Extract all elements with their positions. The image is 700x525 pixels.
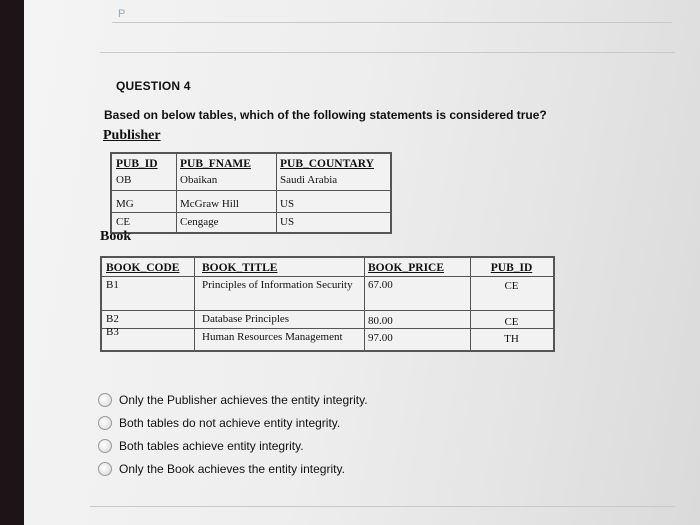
answer-option-label: Only the Book achieves the entity integrity. xyxy=(119,462,345,476)
table-cell: MG xyxy=(116,198,134,210)
answer-option-label: Only the Publisher achieves the entity integrity. xyxy=(119,393,368,407)
question-prompt: Based on below tables, which of the following statements is considered true? xyxy=(104,108,547,122)
divider xyxy=(100,52,675,53)
table-cell: CE xyxy=(504,280,519,292)
answer-option-label: Both tables achieve entity integrity. xyxy=(119,439,304,453)
table-cell: 97.00 xyxy=(368,332,393,344)
table-cell: Saudi Arabia xyxy=(280,174,338,186)
radio-button[interactable] xyxy=(98,416,112,430)
table-header: PUB_COUNTARY xyxy=(280,158,374,170)
divider xyxy=(90,506,675,507)
corner-letter: P xyxy=(118,8,126,20)
table-header: BOOK_CODE xyxy=(106,262,180,274)
table-cell: Human Resources Management xyxy=(202,331,343,343)
table-cell: Obaikan xyxy=(180,174,218,186)
table-cell: McGraw Hill xyxy=(180,198,239,210)
answer-option-3[interactable] xyxy=(98,439,304,453)
question-title: QUESTION 4 xyxy=(116,79,191,93)
table-cell: US xyxy=(280,198,295,210)
table-header: PUB_ID xyxy=(116,158,158,170)
answer-option-4[interactable] xyxy=(98,462,345,476)
row-divider xyxy=(112,190,390,191)
table-cell: Database Principles xyxy=(202,313,290,325)
answer-option-1[interactable] xyxy=(98,393,368,407)
table-cell: US xyxy=(280,216,295,228)
table-cell: Cengage xyxy=(180,216,219,228)
table-header: PUB_FNAME xyxy=(180,158,251,170)
table-cell: CE xyxy=(116,216,131,228)
radio-button[interactable] xyxy=(98,439,112,453)
answer-option-2[interactable] xyxy=(98,416,340,430)
divider xyxy=(112,22,672,23)
answer-option-label: Both tables do not achieve entity integrity. xyxy=(119,416,341,430)
publisher-table xyxy=(110,152,392,234)
table-header: BOOK_TITLE xyxy=(202,262,278,274)
table-cell: OB xyxy=(116,174,132,186)
column-divider xyxy=(194,258,195,350)
table-cell: B1 xyxy=(106,279,119,291)
table-cell: TH xyxy=(504,333,519,345)
table-cell: 67.00 xyxy=(368,279,393,291)
table-cell: Principles of Information Security xyxy=(202,279,353,291)
table-cell: CE xyxy=(504,316,519,328)
radio-button[interactable] xyxy=(98,393,112,407)
table-header: PUB_ID xyxy=(490,262,533,274)
table-cell: 80.00 xyxy=(368,315,393,327)
publisher-table-label: Publisher xyxy=(103,128,161,143)
radio-button[interactable] xyxy=(98,462,112,476)
table-header: BOOK_PRICE xyxy=(368,262,445,274)
book-table xyxy=(100,256,555,352)
table-cell: B2 xyxy=(106,313,119,325)
book-table-label: Book xyxy=(100,229,132,244)
table-cell: B3 xyxy=(106,326,119,338)
